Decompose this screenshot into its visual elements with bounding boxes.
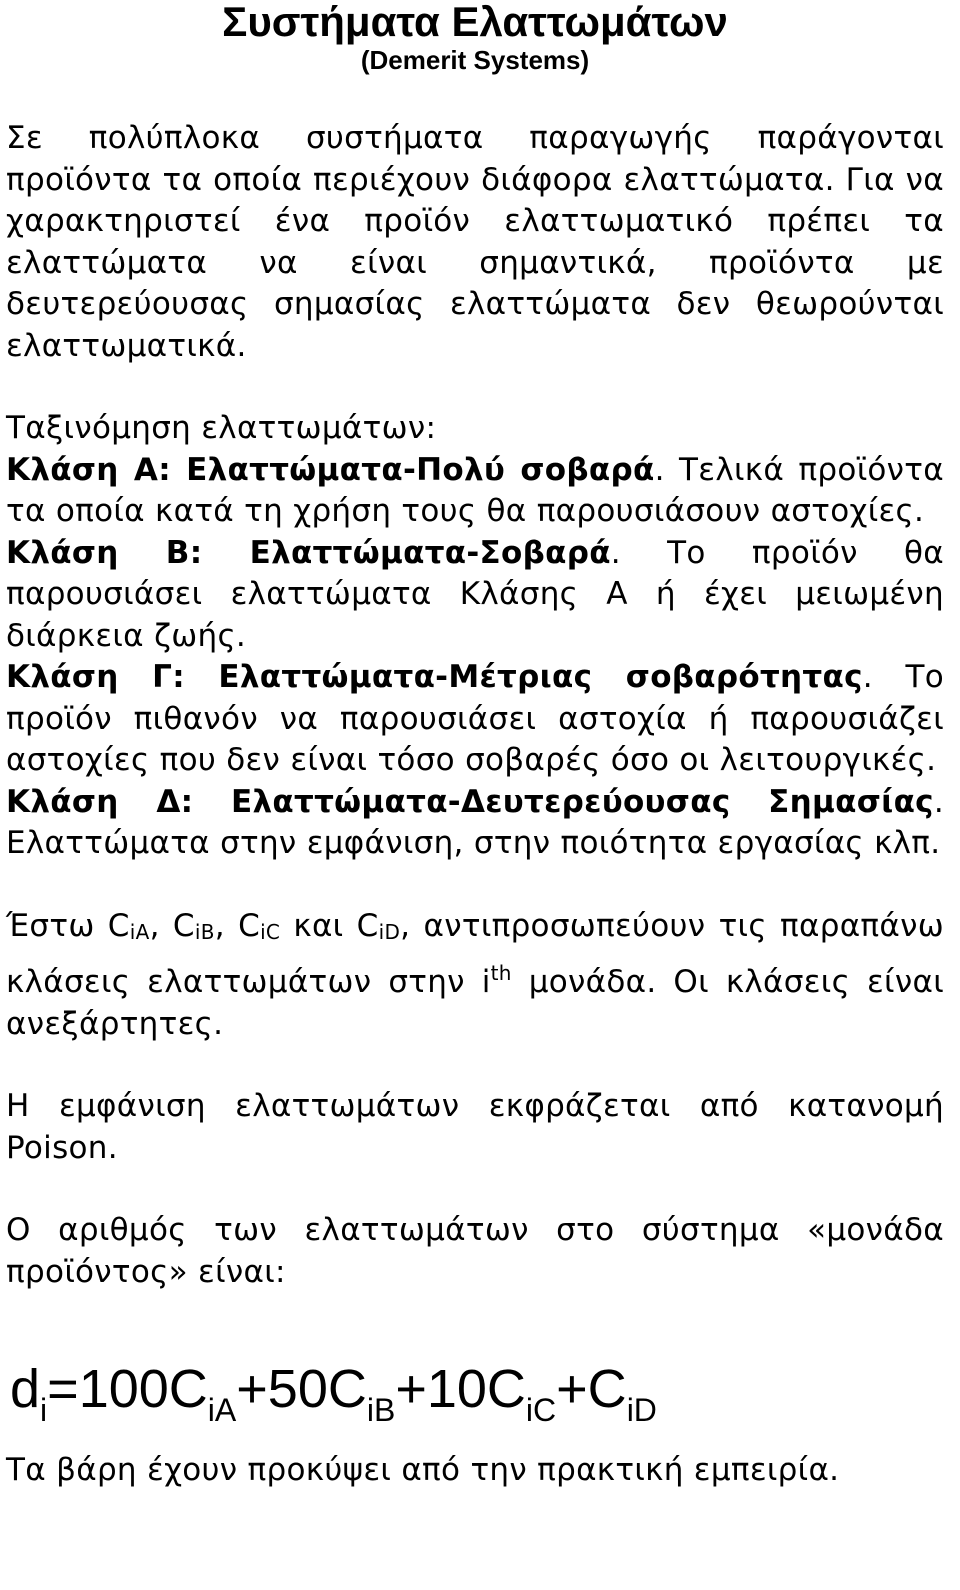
footer-note: Τα βάρη έχουν προκύψει από την πρακτική εμπειρία. — [6, 1452, 840, 1488]
intro-paragraph: Σε πολύπλοκα συστήματα παραγωγής παράγονται προϊόντα τα οποία περιέχουν διάφορα ελαττώματα. Για να χαρακτηριστεί ένα προϊόν ελαττωματικό πρέπει τα ελαττώματα να είναι σημαντικά, προϊόντα με δευτερεύουσας σημασίας ελαττώματα δεν θεωρούνται ελαττωματικά. — [6, 120, 944, 364]
definition-end: μονάδα. Οι κλάσεις είναι ανεξάρτητες. — [6, 964, 944, 1042]
formula-subscript: i — [40, 1392, 48, 1428]
definition-paragraph — [6, 906, 944, 1046]
class-d-paragraph — [6, 782, 944, 865]
page-subtitle: (Demerit Systems) — [360, 45, 590, 75]
class-b-text: . Το προϊόν θα παρουσιάσει ελαττώματα Κλάσης Α ή έχει μειωμένη διάρκεια ζωής. — [6, 534, 944, 654]
class-a-label: Κλάση Α: Ελαττώματα-Πολύ σοβαρά — [6, 451, 655, 488]
formula-subscript: iB — [366, 1392, 396, 1428]
class-c-paragraph — [6, 657, 944, 782]
formula-term: +C — [556, 1359, 627, 1419]
count-paragraph: Ο αριθμός των ελαττωμάτων στο σύστημα «μονάδα προϊόντος» είναι: — [6, 1212, 944, 1290]
class-c-label: Κλάση Γ: Ελαττώματα-Μέτριας σοβαρότητας — [6, 659, 863, 695]
class-b-paragraph — [6, 533, 944, 658]
definition-separator: και — [280, 907, 357, 944]
formula-term: =100C — [47, 1359, 208, 1419]
formula-subscript: iA — [207, 1392, 237, 1428]
demerit-formula — [10, 1359, 944, 1440]
definition-separator: , — [214, 907, 239, 944]
formula-term: +50C — [236, 1359, 367, 1419]
class-d-label: Κλάση Δ: Ελαττώματα-Δευτερεύουσας Σημασίας — [6, 783, 934, 820]
definition-start: Έστω — [6, 907, 108, 944]
symbol-c: C — [107, 907, 130, 944]
symbol-subscript: iB — [194, 919, 215, 944]
class-c-text: . Το προϊόν πιθανόν να παρουσιάσει αστοχία ή παρουσιάζει αστοχίες που δεν είναι τόσο σοβαρές όσο οι λειτουργικές. — [6, 659, 945, 778]
class-d-text: . Ελαττώματα στην εμφάνιση, στην ποιότητα εργασίας κλπ. — [6, 783, 944, 861]
symbol-c: C — [356, 907, 379, 944]
symbol-c: C — [238, 907, 261, 944]
page-title: Συστήματα Ελαττωμάτων — [222, 0, 728, 45]
class-b-label: Κλάση Β: Ελαττώματα-Σοβαρά — [6, 534, 611, 571]
poisson-paragraph: Η εμφάνιση ελαττωμάτων εκφράζεται από κατανομή Poison. — [6, 1088, 944, 1166]
formula-subscript: iD — [626, 1392, 657, 1428]
formula-term: +10C — [395, 1359, 526, 1419]
class-a-text: . Τελικά προϊόντα τα οποία κατά τη χρήση τους θα παρουσιάσουν αστοχίες. — [6, 451, 944, 529]
definition-middle: , αντιπροσωπεύουν τις παραπάνω κλάσεις ελαττωμάτων στην i — [6, 907, 944, 1000]
symbol-subscript: iC — [260, 919, 281, 944]
symbol-subscript: iD — [378, 919, 401, 944]
classification-heading: Ταξινόμηση ελαττωμάτων: — [6, 410, 437, 446]
superscript-th: th — [490, 961, 512, 985]
class-a-paragraph — [6, 450, 944, 533]
formula-d: d — [10, 1359, 41, 1419]
symbol-subscript: iA — [129, 919, 150, 944]
definition-separator: , — [149, 907, 173, 944]
formula-subscript: iC — [525, 1392, 557, 1428]
symbol-c: C — [172, 907, 195, 944]
